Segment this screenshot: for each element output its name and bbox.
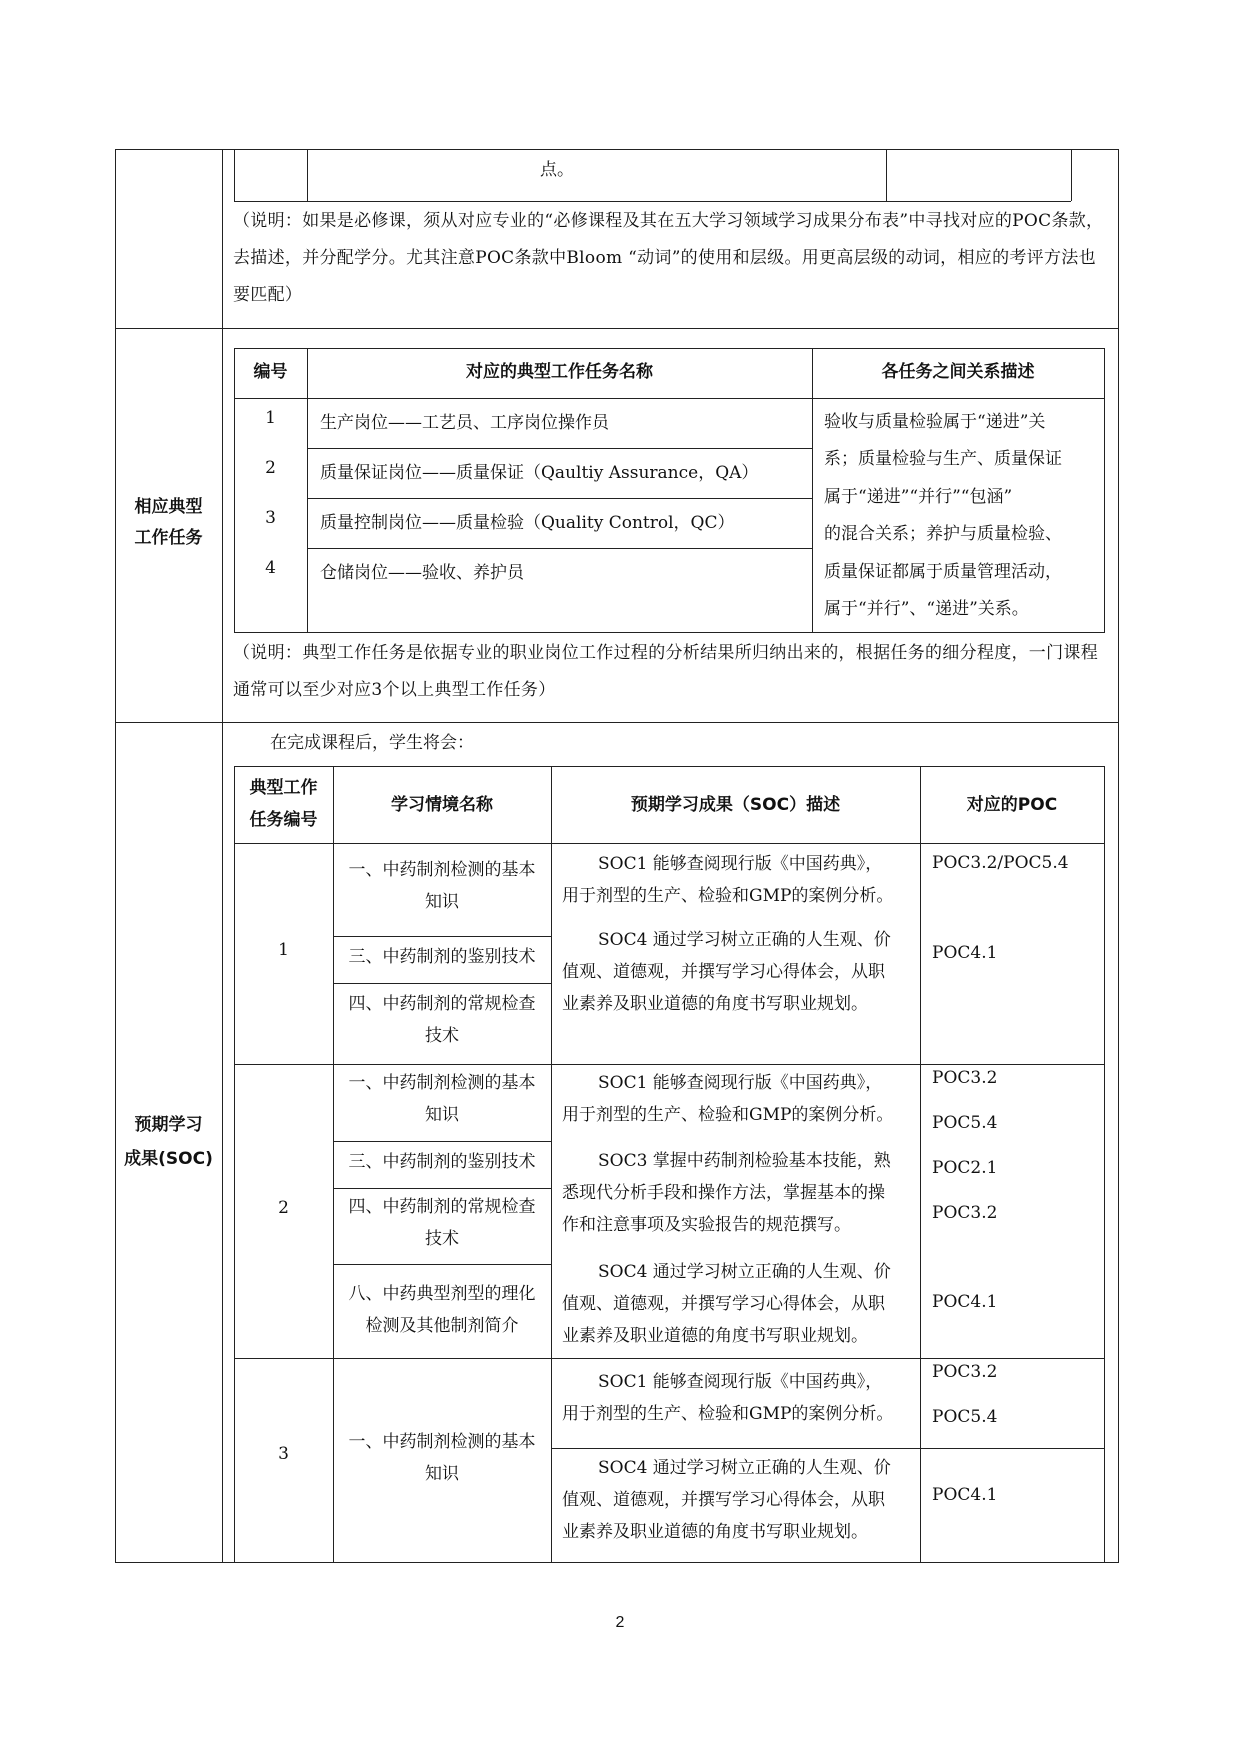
soc-description: SOC1 能够查阅现行版《中国药典》， 用于剂型的生产、检验和GMP的案例分析。 <box>562 1073 894 1125</box>
situation-cell: 一、中药制剂检测的基本 知识 <box>348 860 536 912</box>
situation-cell: 一、中药制剂检测的基本 知识 <box>348 1073 536 1125</box>
soc-header-situation: 学习情境名称 <box>391 795 493 815</box>
soc-intro: 在完成课程后，学生将会： <box>270 733 474 753</box>
soc-header-soc: 预期学习成果（SOC）描述 <box>630 795 841 815</box>
task-header-relation: 各任务之间关系描述 <box>881 362 1035 382</box>
soc-header-task-no: 典型工作 任务编号 <box>249 778 318 830</box>
tasks-note: （说明：典型工作任务是依据专业的职业岗位工作过程的分析结果所归纳出来的，根据任务的细分程度，一门课程通常可以至少对应3个以上典型工作任务） <box>233 643 1098 700</box>
soc-description: SOC4 通过学习树立正确的人生观、价 值观、道德观，并撰写学习心得体会，从职 业素养及职业道德的角度书写职业规划。 <box>562 1458 891 1542</box>
task-relation-description: 验收与质量检验属于“递进”关 系；质量检验与生产、质量保证 属于“递进”“并行”“包涵” 的混合关系；养护与质量检验、 质量保证都属于质量管理活动， 属于“并行”、“递进”关系。 <box>824 412 1062 620</box>
soc-description: SOC1 能够查阅现行版《中国药典》， 用于剂型的生产、检验和GMP的案例分析。 <box>562 854 894 906</box>
situation-cell: 四、中药制剂的常规检查 技术 <box>348 994 536 1046</box>
soc-description: SOC4 通过学习树立正确的人生观、价 值观、道德观，并撰写学习心得体会，从职 业素养及职业道德的角度书写职业规划。 <box>562 930 891 1014</box>
top-note: （说明：如果是必修课，须从对应专业的“必修课程及其在五大学习领域学习成果分布表”中寻找对应的POC条款，去描述，并分配学分。尤其注意POC条款中Bloom “动词”的使用和层级。用更高层级的动词，相应的考评方法也要匹配） <box>233 211 1104 305</box>
situation-cell: 三、中药制剂的鉴别技术 <box>348 947 536 967</box>
soc-description: SOC1 能够查阅现行版《中国药典》， 用于剂型的生产、检验和GMP的案例分析。 <box>562 1372 894 1424</box>
soc-label: 预期学习 成果(SOC) <box>124 1115 213 1169</box>
situation-cell: 一、中药制剂检测的基本 知识 <box>348 1432 536 1484</box>
situation-cell: 三、中药制剂的鉴别技术 <box>348 1152 536 1172</box>
soc-header-poc: 对应的POC <box>966 795 1058 815</box>
situation-cell: 八、中药典型剂型的理化 检测及其他制剂简介 <box>348 1284 536 1336</box>
soc-description: SOC4 通过学习树立正确的人生观、价 值观、道德观，并撰写学习心得体会，从职 业素养及职业道德的角度书写职业规划。 <box>562 1262 891 1346</box>
task-header-name: 对应的典型工作任务名称 <box>466 362 653 382</box>
situation-cell: 四、中药制剂的常规检查 技术 <box>348 1197 536 1249</box>
page-number: 2 <box>615 1614 625 1631</box>
tasks-label: 相应典型 工作任务 <box>134 497 203 548</box>
task-header-no: 编号 <box>253 362 288 382</box>
remnant-text: 点。 <box>540 160 574 180</box>
soc-description: SOC3 掌握中药制剂检验基本技能，熟 悉现代分析手段和操作方法，掌握基本的操 作和注意事项及实验报告的规范撰写。 <box>562 1151 891 1235</box>
